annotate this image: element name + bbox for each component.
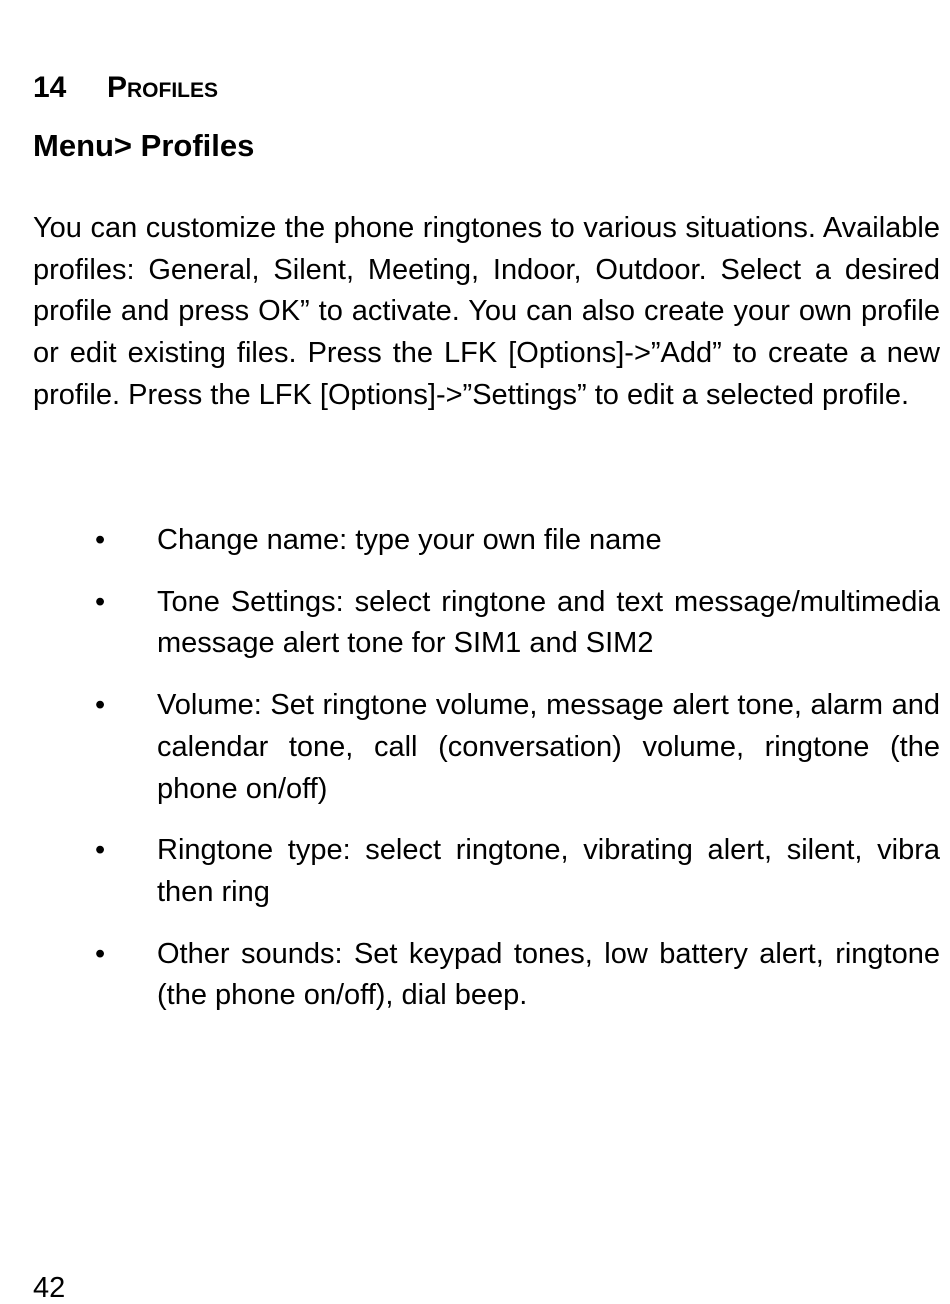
menu-path: Menu> Profiles xyxy=(33,128,255,163)
bullet-icon: • xyxy=(95,585,106,618)
feature-list xyxy=(33,520,940,1017)
section-heading xyxy=(33,68,218,108)
list-item xyxy=(33,830,940,913)
list-item xyxy=(33,685,940,810)
list-item-text: Volume: Set ringtone volume, message alert tone, alarm and calendar tone, call (conversation) volume, ringtone (the phone on/off) xyxy=(157,689,940,805)
list-item-text: Other sounds: Set keypad tones, low battery alert, ringtone (the phone on/off), dial beep. xyxy=(157,937,940,1012)
list-item-text: Change name: type your own file name xyxy=(157,524,662,556)
list-item-text: Ringtone type: select ringtone, vibrating alert, silent, vibra then ring xyxy=(157,834,940,908)
bullet-icon: • xyxy=(95,834,106,867)
list-item xyxy=(33,520,940,562)
list-item xyxy=(33,582,940,665)
section-title: Profiles xyxy=(107,71,219,104)
bullet-icon: • xyxy=(95,689,106,722)
bullet-icon: • xyxy=(95,937,106,970)
manual-page xyxy=(33,0,940,1304)
section-number: 14 xyxy=(33,71,67,104)
list-item xyxy=(33,934,940,1017)
page-number: 42 xyxy=(33,1272,66,1304)
intro-paragraph: You can customize the phone ringtones to various situations. Available profiles: General, Silent, Meeting, Indoor, Outdoor. Select a desired profile and press OK” to activate. You can also create your own profile or edit existing files. Press the LFK [Options]->”Add” to create a new profile. Press the LFK [Options]->”Settings” to edit a selected profile. xyxy=(33,212,940,411)
bullet-icon: • xyxy=(95,524,106,556)
list-item-text: Tone Settings: select ringtone and text message/multimedia message alert tone for SIM1 and SIM2 xyxy=(157,585,940,660)
